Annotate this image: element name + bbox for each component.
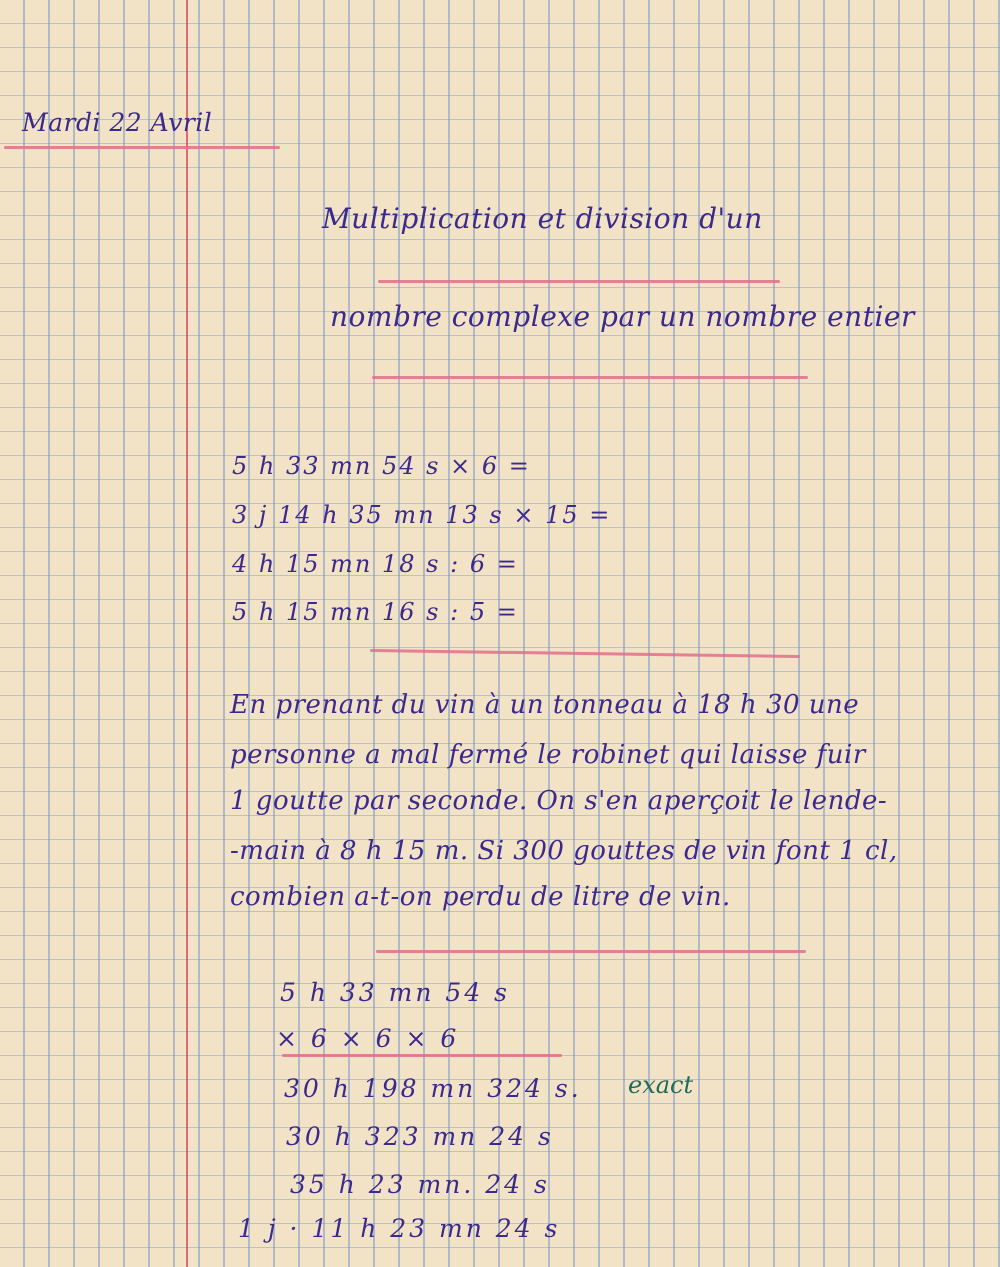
date-underline	[4, 146, 280, 149]
title-underline-1	[378, 280, 780, 283]
exercise-4: 5 h 15 mn 16 s : 5 =	[232, 598, 519, 626]
lesson-title-line-2: nombre complexe par un nombre entier	[330, 300, 915, 333]
problem-line-3: 1 goutte par seconde. On s'en aperçoit le lende-	[230, 786, 888, 816]
correction-mark: exact	[628, 1071, 694, 1099]
problem-line-4: -main à 8 h 15 m. Si 300 gouttes de vin font 1 cl,	[230, 836, 898, 866]
calc-row-5: 35 h 23 mn. 24 s	[290, 1170, 550, 1199]
exercise-1: 5 h 33 mn 54 s × 6 =	[232, 452, 531, 480]
calc-rule	[282, 1054, 562, 1057]
margin-line	[186, 0, 188, 1267]
calc-row-2: × 6 × 6 × 6	[276, 1024, 460, 1053]
calc-row-6: 1 j · 11 h 23 mn 24 s	[238, 1214, 561, 1243]
calc-row-3: 30 h 198 mn 324 s.	[284, 1074, 582, 1103]
date-heading: Mardi 22 Avril	[22, 108, 213, 137]
calc-row-1: 5 h 33 mn 54 s	[280, 978, 511, 1007]
lesson-title-line-1: Multiplication et division d'un	[322, 202, 763, 235]
problem-line-5: combien a-t-on perdu de litre de vin.	[230, 882, 731, 912]
problem-separator	[376, 950, 806, 953]
exercise-separator	[370, 649, 800, 658]
title-underline-2	[372, 376, 808, 379]
problem-line-2: personne a mal fermé le robinet qui laisse fuir	[230, 740, 866, 770]
problem-line-1: En prenant du vin à un tonneau à 18 h 30 une	[230, 690, 860, 720]
exercise-3: 4 h 15 mn 18 s : 6 =	[232, 550, 519, 578]
calc-row-4: 30 h 323 mn 24 s	[286, 1122, 554, 1151]
exercise-2: 3 j 14 h 35 mn 13 s × 15 =	[232, 501, 612, 529]
